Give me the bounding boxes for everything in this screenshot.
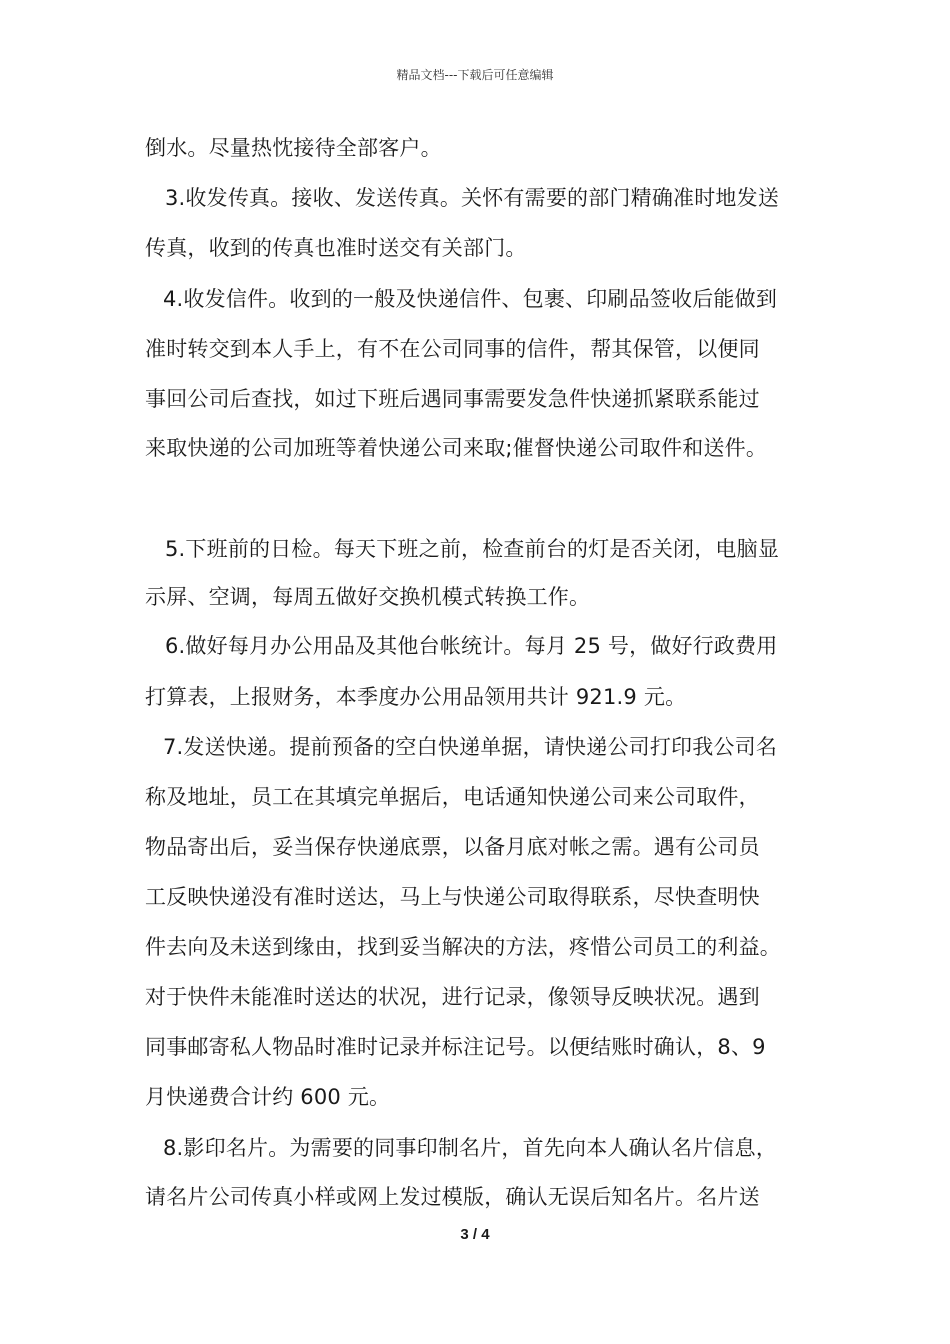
text-line: 事回公司后查找，如过下班后遇同事需要发急件快递抓紧联系能过 <box>145 387 760 411</box>
text-line: 4.收发信件。收到的一般及快递信件、包裹、印刷品签收后能做到 <box>163 287 778 311</box>
text-line: 8.影印名片。为需要的同事印制名片，首先向本人确认名片信息， <box>163 1136 778 1160</box>
text-line: 3.收发传真。接收、发送传真。关怀有需要的部门精确准时地发送 <box>165 186 780 210</box>
text-line: 对于快件未能准时送达的状况，进行记录，像领导反映状况。遇到 <box>145 985 760 1009</box>
text-line: 6.做好每月办公用品及其他台帐统计。每月 25 号，做好行政费用 <box>165 634 778 658</box>
text-line: 5.下班前的日检。每天下班之前，检查前台的灯是否关闭，电脑显 <box>165 537 780 561</box>
text-line: 传真，收到的传真也准时送交有关部门。 <box>145 236 527 260</box>
text-line: 月快递费合计约 600 元。 <box>145 1085 391 1109</box>
text-line: 准时转交到本人手上，有不在公司同事的信件，帮其保管，以便同 <box>145 337 760 361</box>
text-line: 倒水。尽量热忱接待全部客户。 <box>145 136 442 160</box>
page-number: 3 / 4 <box>460 1226 490 1243</box>
text-line: 7.发送快递。提前预备的空白快递单据，请快递公司打印我公司名 <box>163 735 778 759</box>
text-line: 件去向及未送到缘由，找到妥当解决的方法，疼惜公司员工的利益。 <box>145 935 781 959</box>
text-line: 称及地址，员工在其填完单据后，电话通知快递公司来公司取件， <box>145 785 760 809</box>
page-header: 精品文档---下载后可任意编辑 <box>396 68 554 82</box>
text-line: 来取快递的公司加班等着快递公司来取;催督快递公司取件和送件。 <box>145 436 768 460</box>
text-line: 请名片公司传真小样或网上发过模版，确认无误后知名片。名片送 <box>145 1185 760 1209</box>
text-line: 工反映快递没有准时送达，马上与快递公司取得联系，尽快查明快 <box>145 885 760 909</box>
text-line: 示屏、空调，每周五做好交换机模式转换工作。 <box>145 585 591 609</box>
text-line: 同事邮寄私人物品时准时记录并标注记号。以便结账时确认，8、9 <box>145 1035 766 1059</box>
text-line: 打算表，上报财务，本季度办公用品领用共计 921.9 元。 <box>145 685 687 709</box>
text-line: 物品寄出后，妥当保存快递底票，以备月底对帐之需。遇有公司员 <box>145 835 760 859</box>
